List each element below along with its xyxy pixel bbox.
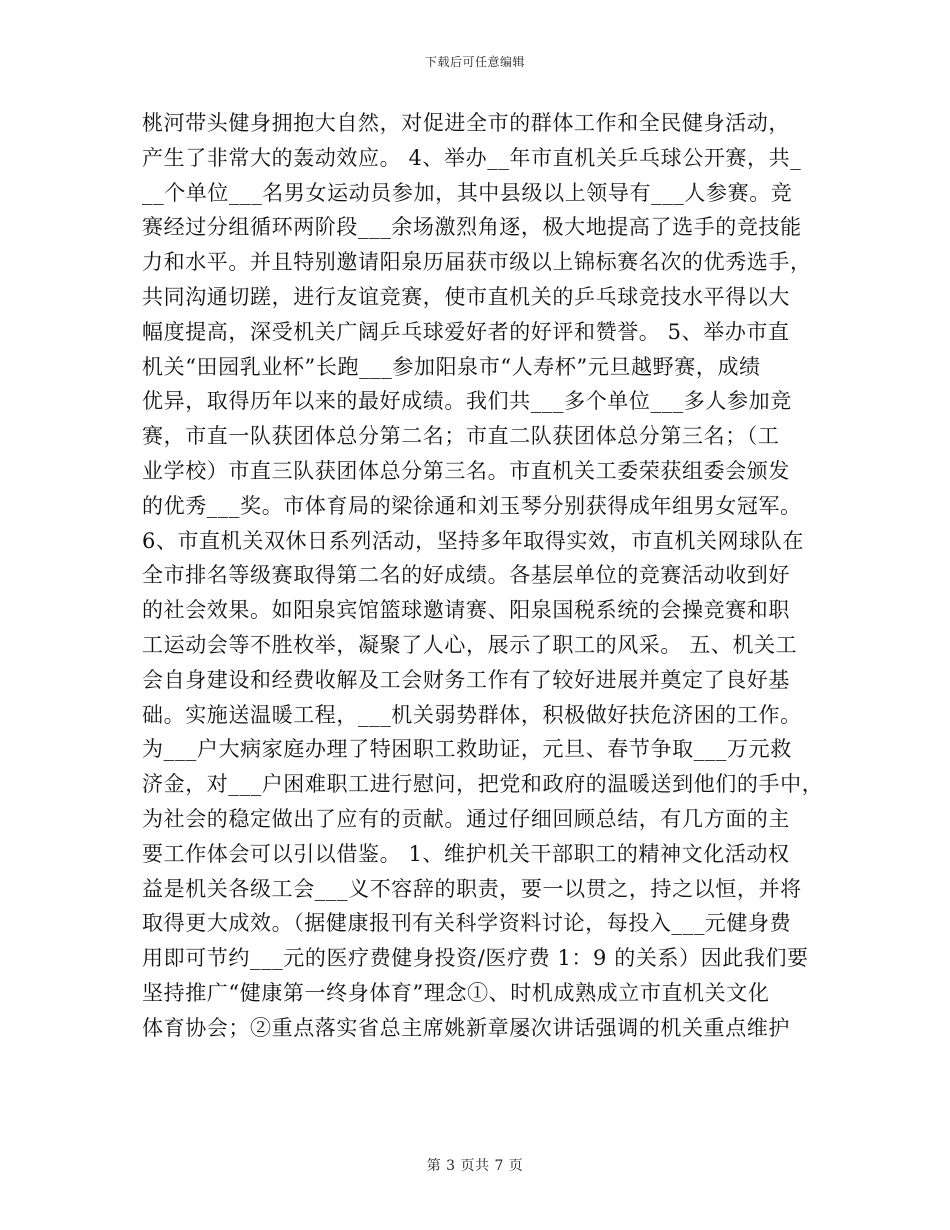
body-line: 优异，取得历年以来的最好成绩。我们共___多个单位___多人参加竞 (142, 389, 792, 414)
body-line: 工运动会等不胜枚举，凝聚了人心，展示了职工的风采。 五、机关工 (142, 632, 798, 657)
body-line: 为社会的稳定做出了应有的贡献。通过仔细回顾总结，有几方面的主 (142, 806, 790, 831)
body-line: 6、市直机关双休日系列活动，坚持多年取得实效，市直机关网球队在 (142, 528, 804, 553)
body-line: 会自身建设和经费收解及工会财务工作有了较好进展并奠定了良好基 (142, 667, 790, 692)
body-line: 共同沟通切蹉，进行友谊竞赛，使市直机关的乒乓球竞技水平得以大 (142, 284, 790, 309)
page-header: 下载后可任意编辑 (424, 55, 525, 69)
body-line: 为___户大病家庭办理了特困职工救助证，元旦、春节争取___万元救 (142, 737, 792, 762)
body-line: 业学校）市直三队获团体总分第三名。市直机关工委荣获组委会颁发 (142, 458, 790, 483)
body-line: 取得更大成效。（据健康报刊有关科学资料讨论，每投入___元健身费 (142, 911, 792, 936)
body-line: 础。实施送温暖工程，___机关弱势群体，积极做好扶危济困的工作。 (142, 702, 802, 727)
body-line: 坚持推广“健康第一终身体育”理念①、时机成熟成立市直机关文化 (142, 980, 770, 1005)
body-line: 要工作体会可以引以借鉴。 1、维护机关干部职工的精神文化活动权 (142, 841, 790, 866)
body-line: 全市排名等级赛取得第二名的好成绩。各基层单位的竞赛活动收到好 (142, 563, 790, 588)
body-line: 幅度提高，深受机关广阔乒乓球爱好者的好评和赞誉。 5、举办市直 (142, 319, 790, 344)
body-line: 赛经过分组循环两阶段___余场激烈角逐，极大地提高了选手的竞技能 (142, 215, 802, 240)
body-line: 的社会效果。如阳泉宾馆篮球邀请赛、阳泉国税系统的会操竞赛和职 (142, 598, 790, 623)
body-line: 益是机关各级工会___义不容辞的职责，要一以贯之，持之以恒，并将 (142, 876, 802, 901)
page-number: 第 3 页共 7 页 (426, 1158, 524, 1174)
body-line: 济金，对___户困难职工进行慰问，把党和政府的温暖送到他们的手中， (142, 772, 824, 797)
body-line: 的优秀___奖。市体育局的梁徐通和刘玉琴分别获得成年组男女冠军。 (142, 493, 802, 518)
body-line: 产生了非常大的轰动效应。 4、举办__年市直机关乒乓球公开赛，共_ (142, 145, 802, 170)
body-line: 力和水平。并且特别邀请阳泉历届获市级以上锦标赛名次的优秀选手， (142, 250, 812, 275)
body-line: 机关“田园乳业杯”长跑___参加阳泉市“人寿杯”元旦越野赛，成绩 (142, 354, 761, 379)
body-line: 用即可节约___元的医疗费健身投资/医疗费 1：9 的关系）因此我们要 (142, 946, 809, 971)
body-line: 桃河带头健身拥抱大自然，对促进全市的群体工作和全民健身活动， (142, 111, 790, 135)
body-line: __个单位___名男女运动员参加，其中县级以上领导有___人参赛。竞 (142, 180, 793, 205)
body-line: 体育协会；②重点落实省总主席姚新章屡次讲话强调的机关重点维护 (142, 1015, 790, 1040)
body-line: 赛，市直一队获团体总分第二名；市直二队获团体总分第三名；（工 (142, 424, 780, 449)
document-body (142, 106, 822, 1046)
